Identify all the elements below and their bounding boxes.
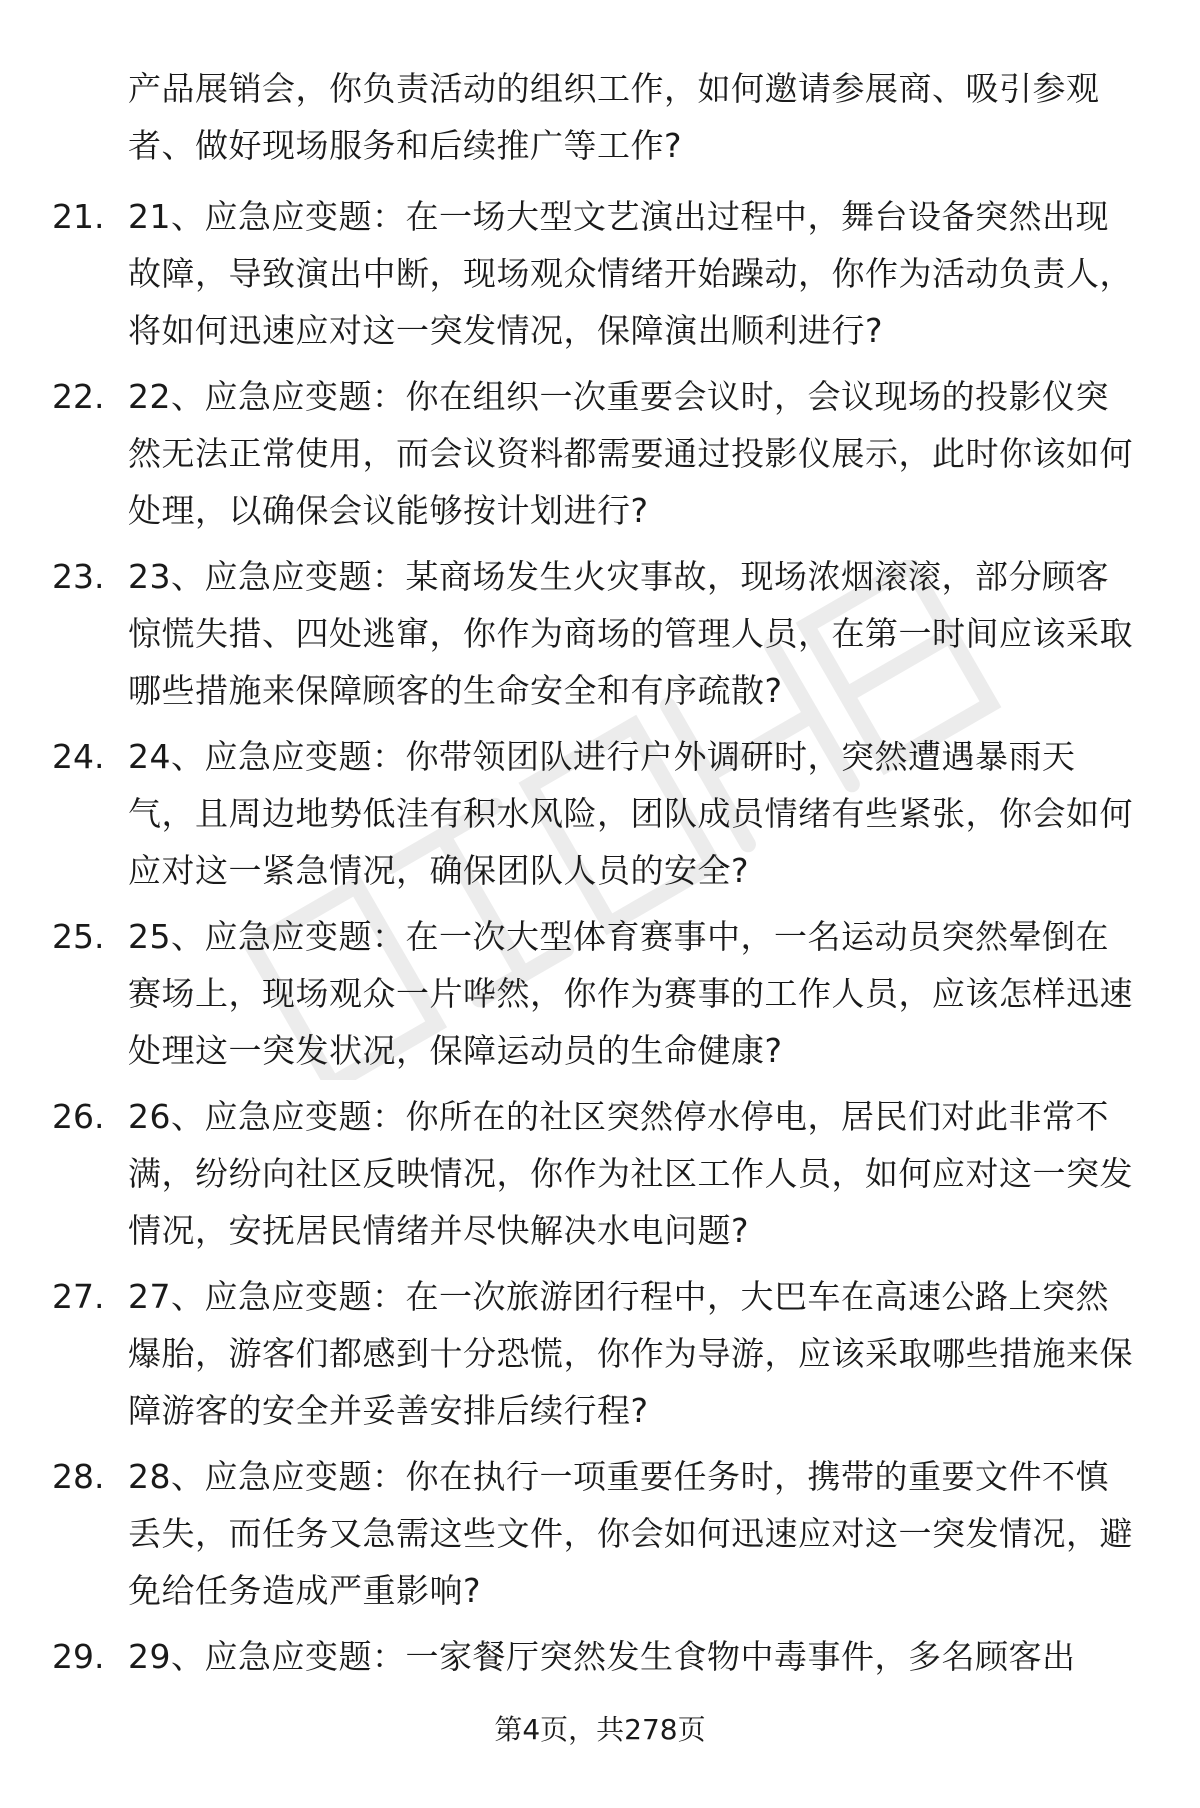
question-list	[0, 188, 1200, 1808]
question-number: 22.	[52, 377, 105, 416]
list-item	[0, 548, 1200, 728]
question-number: 27.	[52, 1277, 105, 1316]
question-number: 29.	[52, 1637, 105, 1676]
list-item	[0, 368, 1200, 548]
question-text: 28、应急应变题：你在执行一项重要任务时，携带的重要文件不慎丢失，而任务又急需这些文件，你会如何迅速应对这一突发情况，避免给任务造成严重影响?	[128, 1457, 1133, 1610]
list-item	[0, 728, 1200, 908]
question-number: 24.	[52, 737, 105, 776]
question-number: 21.	[52, 197, 105, 236]
question-text: 27、应急应变题：在一次旅游团行程中，大巴车在高速公路上突然爆胎，游客们都感到十分恐慌，你作为导游，应该采取哪些措施来保障游客的安全并妥善安排后续行程?	[128, 1277, 1133, 1430]
list-item	[0, 908, 1200, 1088]
list-item	[0, 1268, 1200, 1448]
question-text: 26、应急应变题：你所在的社区突然停水停电，居民们对此非常不满，纷纷向社区反映情况，你作为社区工作人员，如何应对这一突发情况，安抚居民情绪并尽快解决水电问题?	[128, 1097, 1133, 1250]
question-text: 24、应急应变题：你带领团队进行户外调研时，突然遭遇暴雨天气，且周边地势低洼有积水风险，团队成员情绪有些紧张，你会如何应对这一紧急情况，确保团队人员的安全?	[128, 737, 1133, 890]
question-number: 25.	[52, 917, 105, 956]
question-text: 22、应急应变题：你在组织一次重要会议时，会议现场的投影仪突然无法正常使用，而会议资料都需要通过投影仪展示，此时你该如何处理，以确保会议能够按计划进行?	[128, 377, 1133, 530]
list-item	[0, 1088, 1200, 1268]
question-number: 23.	[52, 557, 105, 596]
question-number: 26.	[52, 1097, 105, 1136]
question-text: 25、应急应变题：在一次大型体育赛事中，一名运动员突然晕倒在赛场上，现场观众一片哗然，你作为赛事的工作人员，应该怎样迅速处理这一突发状况，保障运动员的生命健康?	[128, 917, 1133, 1070]
question-text: 29、应急应变题：一家餐厅突然发生食物中毒事件，多名顾客出	[128, 1637, 1076, 1676]
question-number: 28.	[52, 1457, 105, 1496]
list-item	[0, 1448, 1200, 1628]
list-item	[0, 188, 1200, 368]
question-text: 23、应急应变题：某商场发生火灾事故，现场浓烟滚滚，部分顾客惊慌失措、四处逃窜，你作为商场的管理人员，在第一时间应该采取哪些措施来保障顾客的生命安全和有序疏散?	[128, 557, 1133, 710]
continuation-text: 产品展销会，你负责活动的组织工作，如何邀请参展商、吸引参观者、做好现场服务和后续推广等工作?	[128, 69, 1100, 165]
question-text: 21、应急应变题：在一场大型文艺演出过程中，舞台设备突然出现故障，导致演出中断，现场观众情绪开始躁动，你作为活动负责人，将如何迅速应对这一突发情况，保障演出顺利进行?	[128, 197, 1133, 350]
page-footer: 第4页，共278页	[494, 1713, 706, 1746]
